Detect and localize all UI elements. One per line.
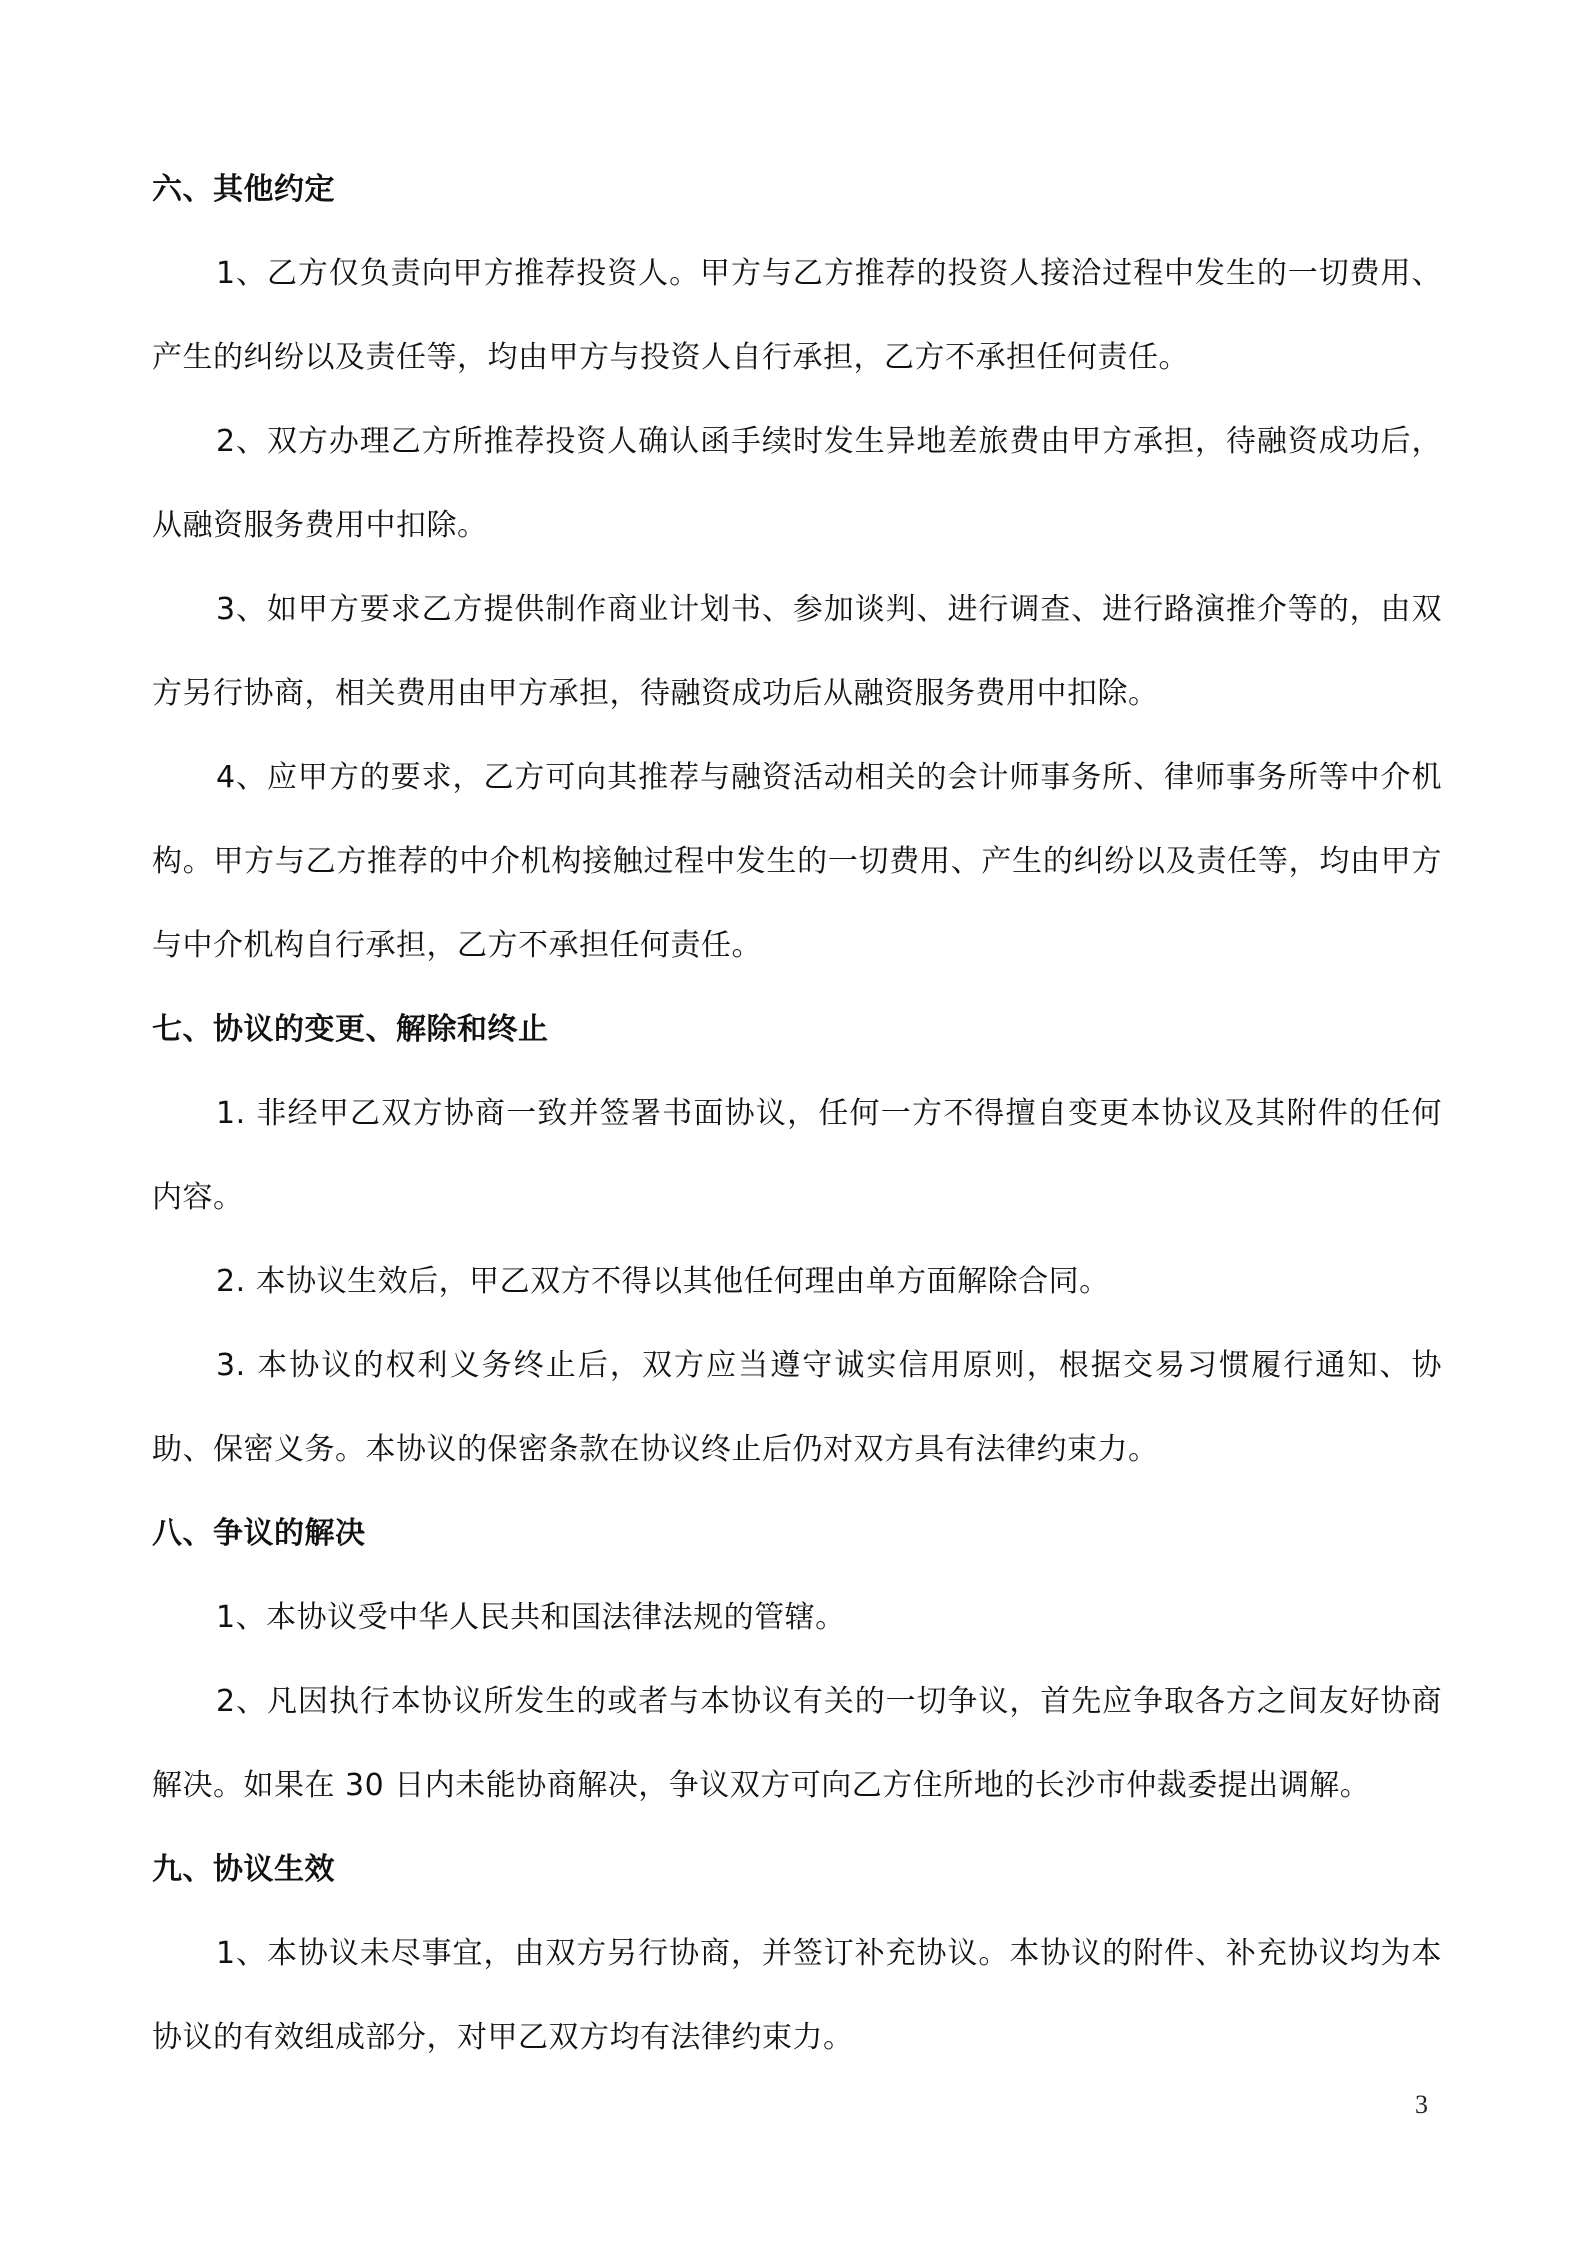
section-heading: 九、协议生效 [152,1852,335,1887]
paragraph: 2. 本协议生效后，甲乙双方不得以其他任何理由单方面解除合同。 [216,1264,1110,1299]
paragraph: 2、双方办理乙方所推荐投资人确认函手续时发生异地差旅费由甲方承担，待融资成功后，从融资服务费用中扣除。 [152,424,1442,543]
paragraph: 4、应甲方的要求，乙方可向其推荐与融资活动相关的会计师事务所、律师事务所等中介机构。甲方与乙方推荐的中介机构接触过程中发生的一切费用、产生的纠纷以及责任等，均由甲方与中介机构自行承担，乙方不承担任何责任。 [152,760,1442,963]
paragraph: 1、本协议未尽事宜，由双方另行协商，并签订补充协议。本协议的附件、补充协议均为本协议的有效组成部分，对甲乙双方均有法律约束力。 [152,1936,1442,2055]
paragraph: 1、本协议受中华人民共和国法律法规的管辖。 [216,1600,846,1635]
section-heading: 八、争议的解决 [152,1516,366,1551]
section-heading: 七、协议的变更、解除和终止 [152,1012,549,1047]
paragraph: 1. 非经甲乙双方协商一致并签署书面协议，任何一方不得擅自变更本协议及其附件的任何内容。 [152,1096,1442,1215]
page-number: 3 [1415,2090,1428,2119]
document-body [152,148,1442,2080]
paragraph: 1、乙方仅负责向甲方推荐投资人。甲方与乙方推荐的投资人接洽过程中发生的一切费用、产生的纠纷以及责任等，均由甲方与投资人自行承担，乙方不承担任何责任。 [152,256,1442,375]
section-heading: 六、其他约定 [152,172,335,207]
paragraph: 2、凡因执行本协议所发生的或者与本协议有关的一切争议，首先应争取各方之间友好协商解决。如果在 30 日内未能协商解决，争议双方可向乙方住所地的长沙市仲裁委提出调解。 [152,1684,1442,1803]
paragraph: 3. 本协议的权利义务终止后，双方应当遵守诚实信用原则，根据交易习惯履行通知、协助、保密义务。本协议的保密条款在协议终止后仍对双方具有法律约束力。 [152,1348,1442,1467]
paragraph: 3、如甲方要求乙方提供制作商业计划书、参加谈判、进行调查、进行路演推介等的，由双方另行协商，相关费用由甲方承担，待融资成功后从融资服务费用中扣除。 [152,592,1442,711]
